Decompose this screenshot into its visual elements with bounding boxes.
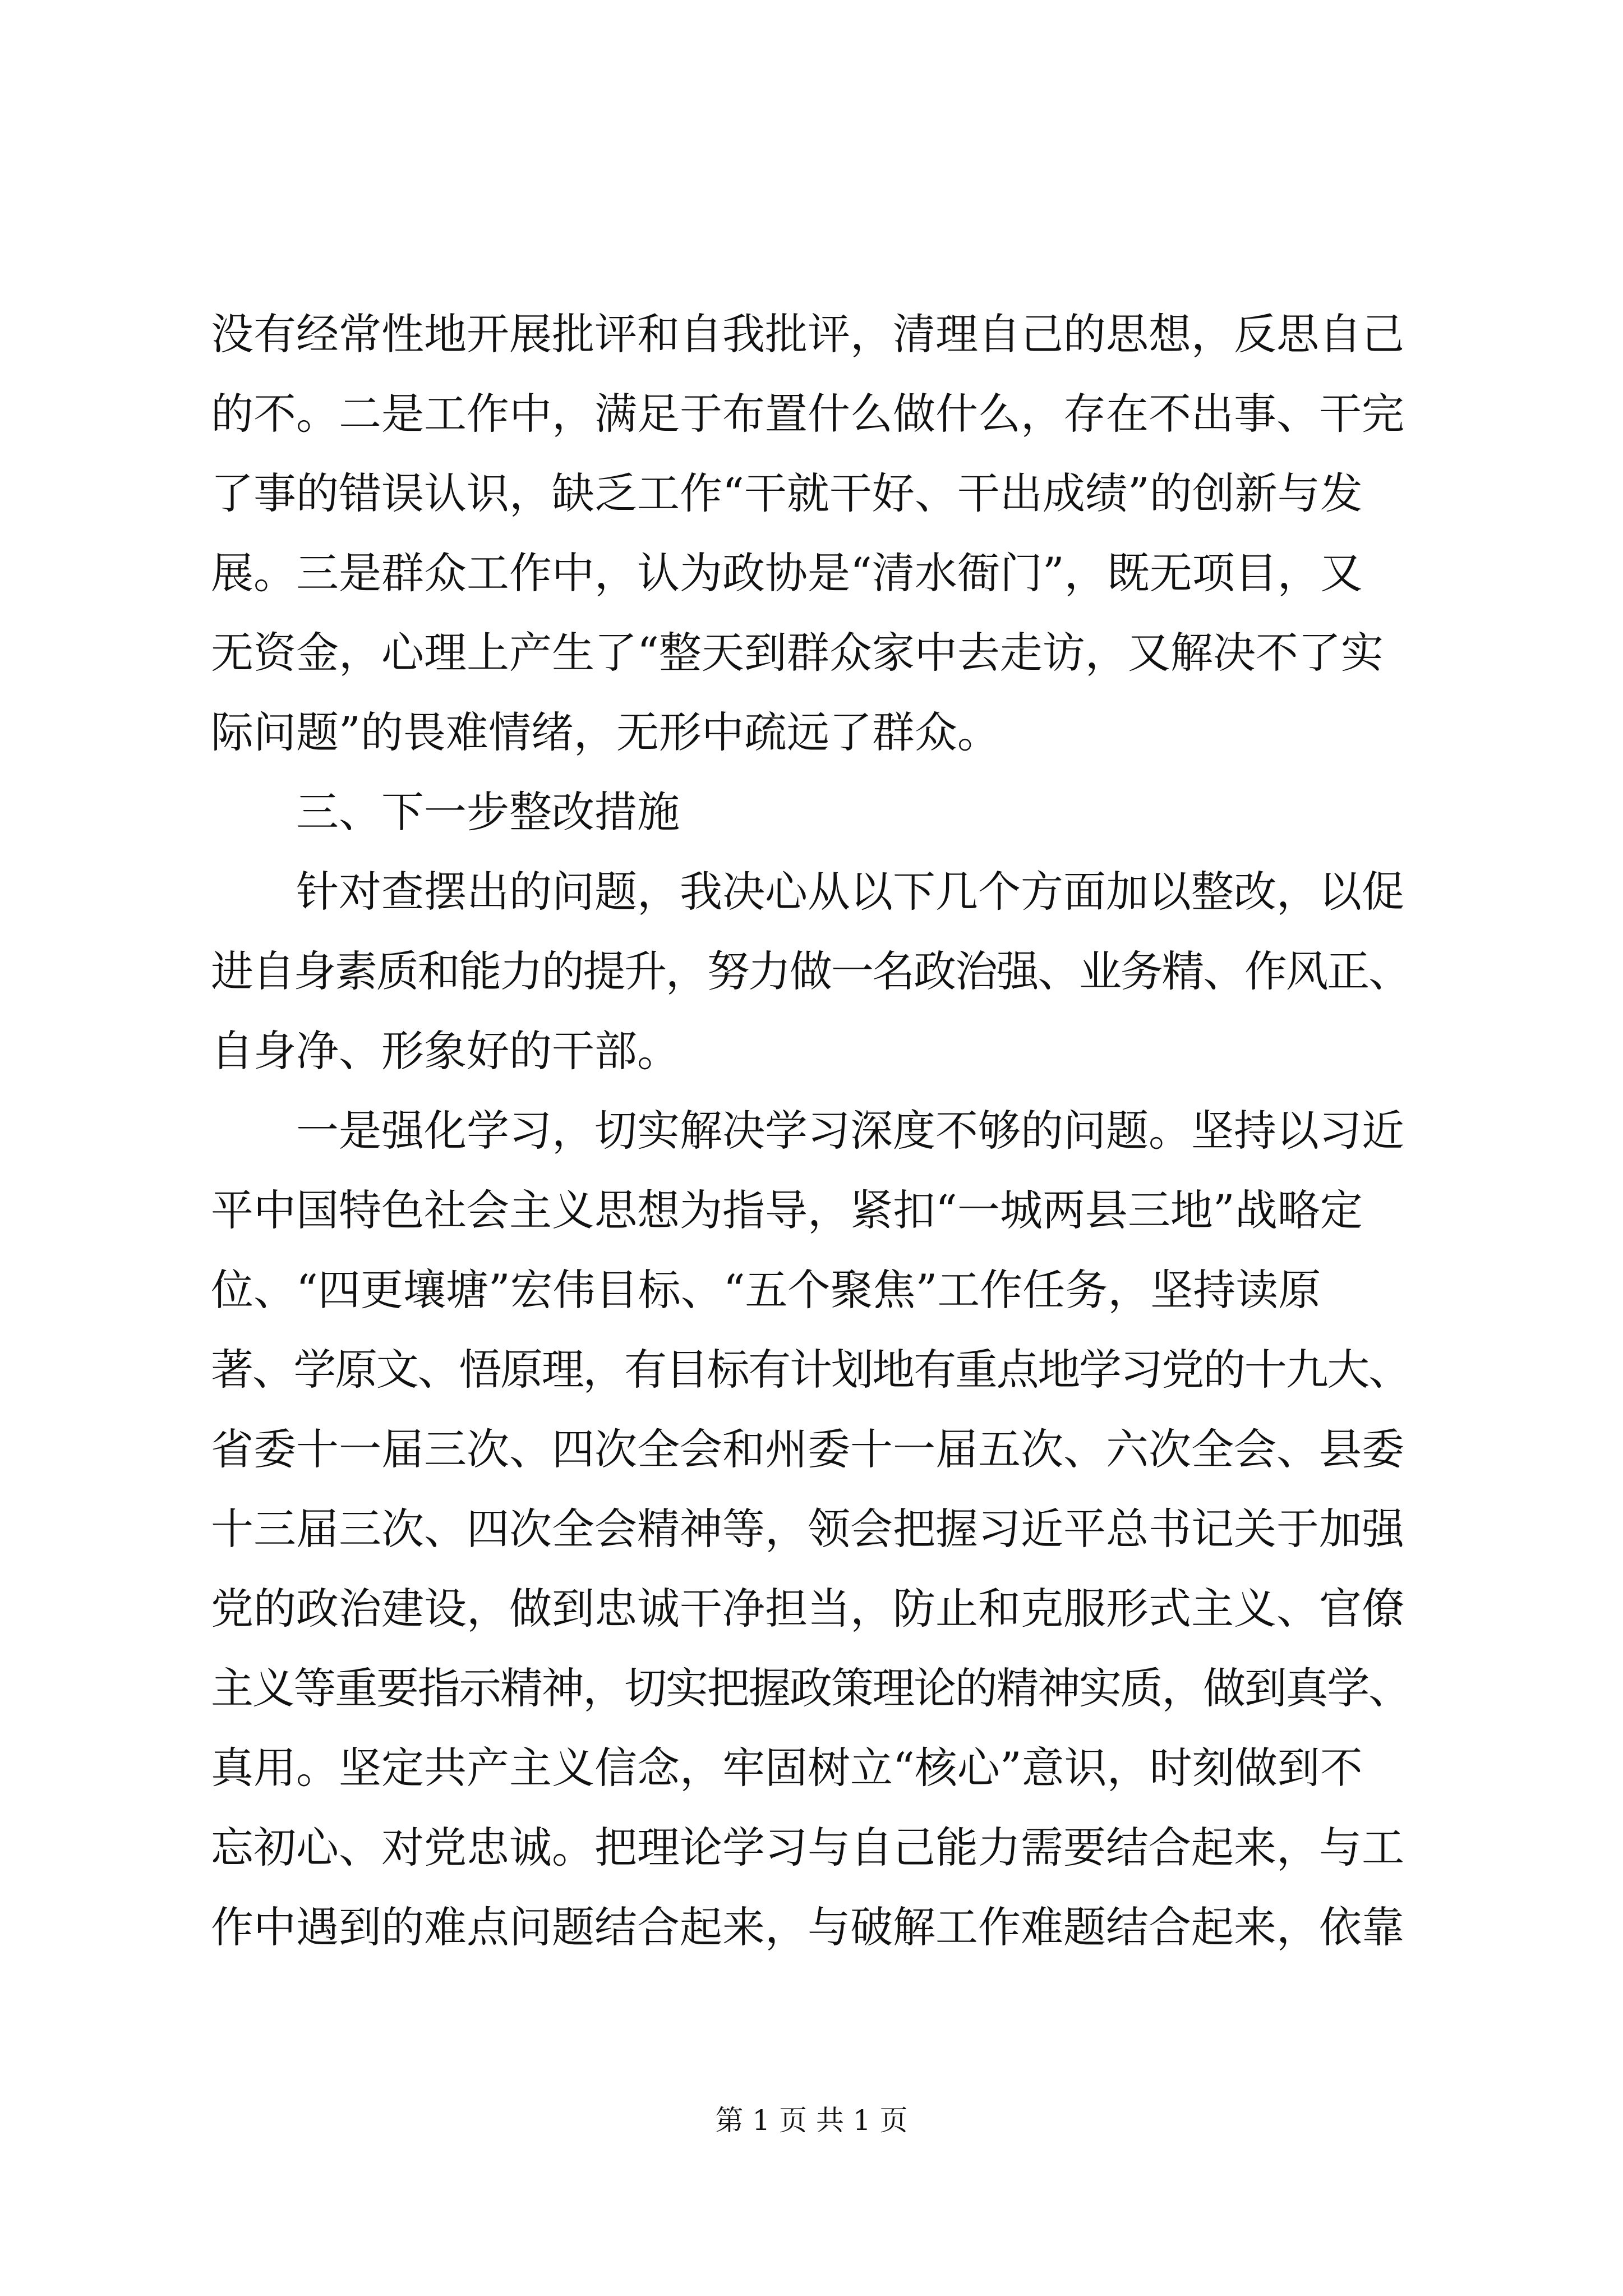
- text-line: 忘初心、对党忠诚。把理论学习与自己能力需要结合起来，与工: [211, 1823, 1404, 1872]
- text-line: 位、“四更壤塘”宏伟目标、“五个聚焦”工作任务，坚持读原: [211, 1265, 1321, 1315]
- text-line: 展。三是群众工作中，认为政协是“清水衙门”，既无项目，又: [211, 548, 1363, 598]
- text-line: 针对查摆出的问题，我决心从以下几个方面加以整改，以促: [211, 867, 1404, 917]
- text-line: 的不。二是工作中，满足于布置什么做什么，存在不出事、干完: [211, 389, 1404, 439]
- text-line: 没有经常性地开展批评和自我批评，清理自己的思想，反思自己: [211, 309, 1404, 359]
- text-line: 平中国特色社会主义思想为指导，紧扣“一城两县三地”战略定: [211, 1185, 1363, 1235]
- text-line: 作中遇到的难点问题结合起来，与破解工作难题结合起来，依靠: [211, 1902, 1404, 1952]
- text-line: 际问题”的畏难情绪，无形中疏远了群众。: [211, 707, 1000, 757]
- text-line: 进自身素质和能力的提升，努力做一名政治强、业务精、作风正、: [211, 946, 1410, 996]
- text-line: 党的政治建设，做到忠诚干净担当，防止和克服形式主义、官僚: [211, 1584, 1404, 1634]
- text-line: 十三届三次、四次全会精神等，领会把握习近平总书记关于加强: [211, 1504, 1404, 1554]
- text-line: 三、下一步整改措施: [211, 787, 680, 837]
- text-line: 著、学原文、悟原理，有目标有计划地有重点地学习党的十九大、: [211, 1345, 1410, 1395]
- text-line: 省委十一届三次、四次全会和州委十一届五次、六次全会、县委: [211, 1424, 1404, 1474]
- text-line: 主义等重要指示精神，切实把握政策理论的精神实质，做到真学、: [211, 1663, 1410, 1713]
- text-line: 无资金，心理上产生了“整天到群众家中去走访，又解决不了实: [211, 628, 1384, 678]
- text-line: 自身净、形象好的干部。: [211, 1026, 680, 1076]
- text-line: 了事的错误认识，缺乏工作“干就干好、干出成绩”的创新与发: [211, 468, 1363, 518]
- text-line: 真用。坚定共产主义信念，牢固树立“核心”意识，时刻做到不: [211, 1743, 1363, 1793]
- text-line: 一是强化学习，切实解决学习深度不够的问题。坚持以习近: [211, 1106, 1404, 1156]
- body-text: [211, 295, 1411, 1967]
- page-footer: 第 1 页 共 1 页: [715, 2104, 908, 2137]
